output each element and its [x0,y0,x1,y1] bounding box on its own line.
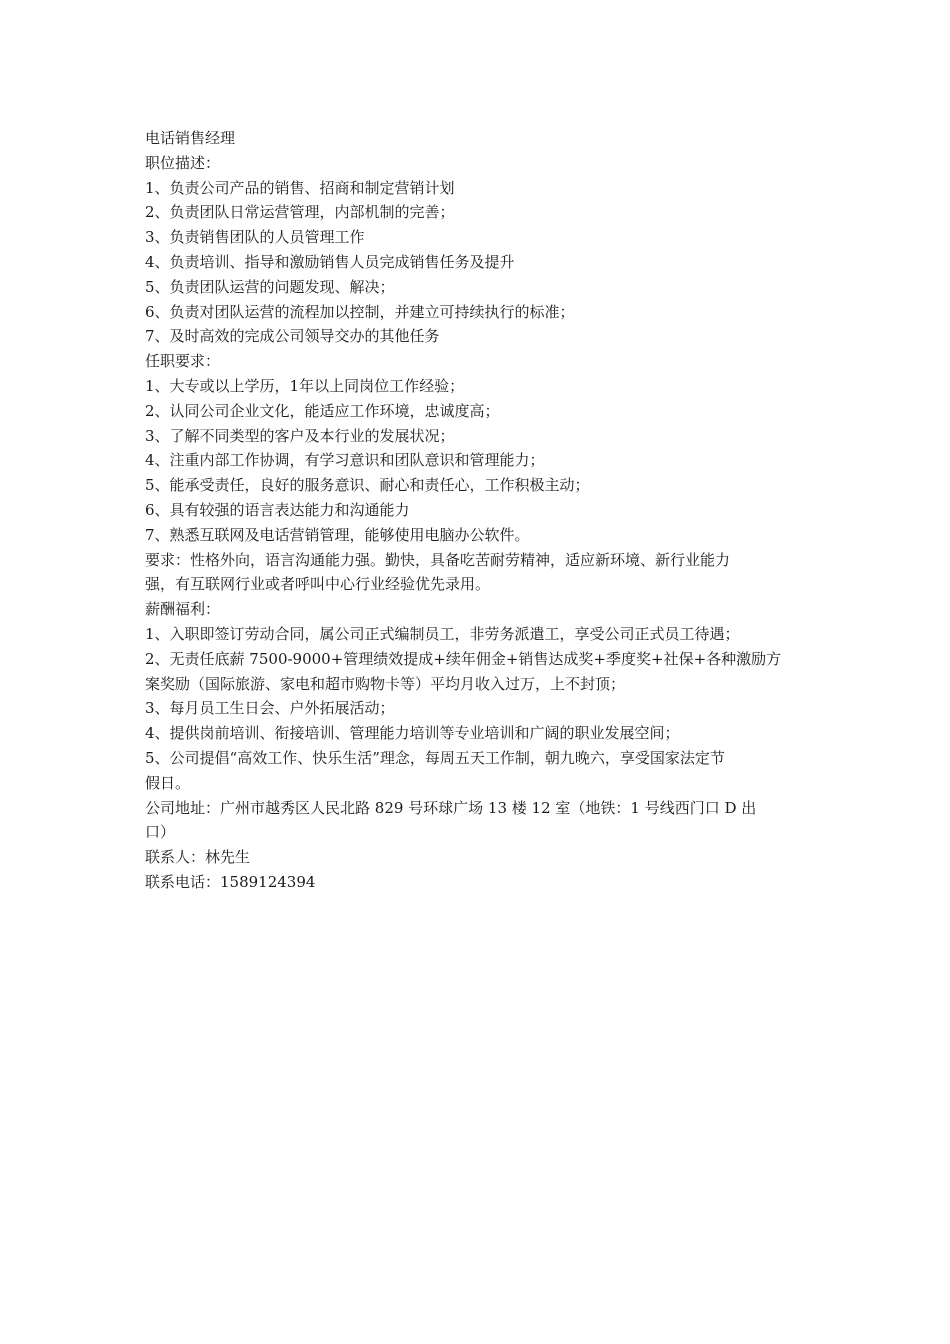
benefits-heading: 薪酬福利： [145,600,221,619]
document-title: 电话销售经理 [145,129,236,147]
benefit-item: 4、提供岗前培训、衔接培训、管理能力培训等专业培训和广阔的职业发展空间； [145,724,680,743]
job-description-item: 6、负责对团队运营的流程加以控制，并建立可持续执行的标准； [145,302,575,321]
requirement-item: 4、注重内部工作协调，有学习意识和团队意识和管理能力； [145,451,545,470]
job-description-item: 7、及时高效的完成公司领导交办的其他任务 [145,327,440,346]
job-description-heading: 职位描述： [145,153,221,172]
company-address: 公司地址：广州市越秀区人民北路 829 号环球广场 13 楼 12 室（地铁：1 号线西门口 D 出 [145,798,757,817]
company-address: 口） [145,823,176,842]
benefit-item: 3、每月员工生日会、户外拓展活动； [145,699,395,718]
job-description-item: 4、负责培训、指导和激励销售人员完成销售任务及提升 [145,252,515,271]
requirement-extra-text: 要求：性格外向，语言沟通能力强。勤快，具备吃苦耐劳精神，适应新环境、新行业能力 [145,550,731,569]
job-posting-document [145,126,810,895]
job-description-item: 5、负责团队运营的问题发现、解决； [145,277,395,296]
requirements-heading: 任职要求： [145,352,221,371]
requirement-extra-text: 强，有互联网行业或者呼叫中心行业经验优先录用。 [145,575,491,594]
job-description-item: 3、负责销售团队的人员管理工作 [145,228,365,247]
benefit-item: 1、入职即签订劳动合同，属公司正式编制员工，非劳务派遣工，享受公司正式员工待遇； [145,624,740,643]
requirement-item: 1、大专或以上学历，1年以上同岗位工作经验； [145,376,465,395]
requirement-item: 5、能承受责任，良好的服务意识、耐心和责任心，工作积极主动； [145,476,590,495]
benefit-item: 案奖励（国际旅游、家电和超市购物卡等）平均月收入过万，上不封顶； [145,674,626,693]
contact-person: 联系人：林先生 [145,848,251,867]
benefit-item: 2、无责任底薪 7500-9000+管理绩效提成+续年佣金+销售达成奖+季度奖+社保+各种激励方 [145,649,782,668]
benefit-item: 假日。 [145,773,191,792]
requirement-item: 2、认同公司企业文化，能适应工作环境，忠诚度高； [145,401,500,420]
requirement-item: 6、具有较强的语言表达能力和沟通能力 [145,500,410,519]
requirement-item: 7、熟悉互联网及电话营销管理，能够使用电脑办公软件。 [145,525,530,544]
job-description-item: 1、负责公司产品的销售、招商和制定营销计划 [145,178,455,197]
job-description-item: 2、负责团队日常运营管理，内部机制的完善； [145,203,455,222]
contact-phone: 联系电话：1589124394 [145,872,316,891]
requirement-item: 3、了解不同类型的客户及本行业的发展状况； [145,426,455,445]
benefit-item: 5、公司提倡“高效工作、快乐生活”理念，每周五天工作制，朝九晚六，享受国家法定节 [145,748,725,767]
